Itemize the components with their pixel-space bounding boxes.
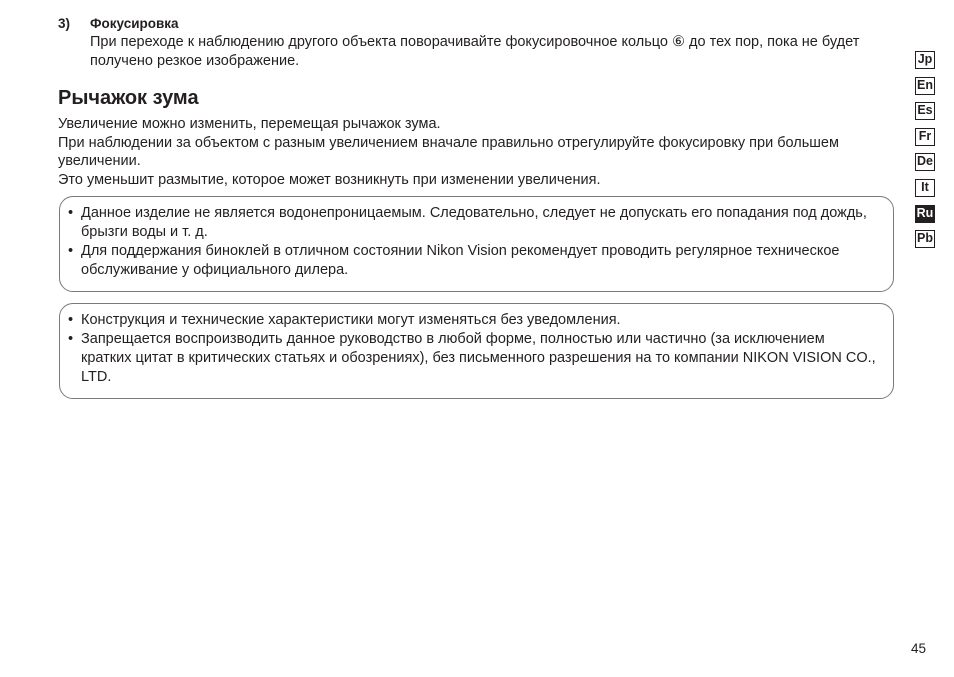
lang-tab-de[interactable]: De [915,153,935,171]
language-tabs [915,51,935,256]
lang-tab-fr[interactable]: Fr [915,128,935,146]
section-heading: Рычажок зума [58,87,199,109]
notice-item: • Данное изделие не является водонепроницаемым. Следовательно, следует не допускать его попадания под дождь, брызги воды и т. д. [67,204,877,242]
step-text: При переходе к наблюдению другого объекта поворачивайте фокусировочное кольцо ⑥ до тех пор, пока не будет получено резкое изображение. [90,34,860,69]
notice-list [67,204,877,280]
lang-tab-pb[interactable]: Pb [915,230,935,248]
section-intro [58,115,878,189]
notice-item: • Для поддержания биноклей в отличном состоянии Nikon Vision рекомендует проводить регулярное техническое обслуживание у официального дилера. [67,242,877,280]
lang-tab-es[interactable]: Es [915,102,935,120]
step-number: 3) [58,16,71,31]
lang-tab-ru[interactable]: Ru [915,205,935,223]
page-number: 45 [911,641,927,656]
lang-tab-jp[interactable]: Jp [915,51,935,69]
notice-box-waterproof [59,196,894,292]
notice-list [67,311,877,387]
intro-paragraph: При наблюдении за объектом с разным увеличением вначале правильно отрегулируйте фокусировку при большем увеличении. [58,134,839,169]
step-title: Фокусировка [90,16,179,31]
intro-paragraph: Увеличение можно изменить, перемещая рычажок зума. [58,116,441,132]
notice-item: • Запрещается воспроизводить данное руководство в любой форме, полностью или частично (за исключением кратких цитат в критических статьях и обозрениях), без письменного разрешения на то компании NIKON VISION CO., LTD. [67,330,877,387]
notice-item: • Конструкция и технические характеристики могут изменяться без уведомления. [67,311,877,330]
lang-tab-it[interactable]: It [915,179,935,197]
intro-paragraph: Это уменьшит размытие, которое может возникнуть при изменении увеличения. [58,171,601,188]
notice-box-copyright [59,303,894,399]
lang-tab-en[interactable]: En [915,77,935,95]
focusing-step [58,14,903,71]
